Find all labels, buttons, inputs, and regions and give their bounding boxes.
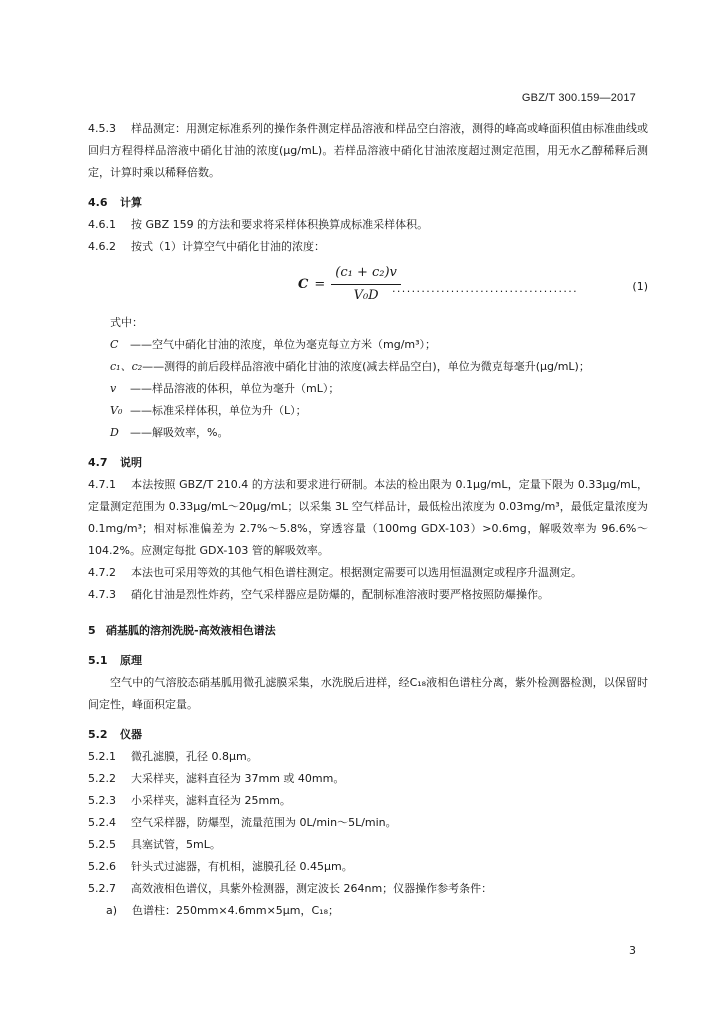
instrument-item [88,812,648,834]
variable-desc: ——测得的前后段样品溶液中硝化甘油的浓度(减去样品空白)，单位为微克每毫升(μg/mL)； [142,360,590,373]
clause-4-5-3 [88,118,648,184]
clause-text: 针头式过滤器，有机相，滤膜孔径 0.45μm。 [131,860,353,873]
section-5-2-heading [88,724,648,746]
clause-number: 5.2.6 [88,860,116,873]
clause-text: 本法按照 GBZ/T 210.4 的方法和要求进行研制。本法的检出限为 0.1μg/mL，定量下限为 0.33μg/mL，定量测定范围为 0.33μg/mL～20μg/mL；以采集 3L 空气样品计，最低检出浓度为 0.03mg/m³，最低定量浓度为 0.1mg/m³；相对标准偏差为 2.7%～5.8%，穿透容量（100mg GDX-103）>0.6mg，解吸效率为 96.6%～104.2%。应测定每批 GDX-103 管的解吸效率。 [88,478,648,557]
instrument-item [88,834,648,856]
instrument-item [88,790,648,812]
where-label: 式中： [110,316,143,329]
variable-desc: ——空气中硝化甘油的浓度，单位为毫克每立方米（mg/m³）； [130,338,437,351]
clause-number: 5.2.3 [88,794,116,807]
chapter-number: 5 [88,624,96,637]
variable-symbol: c₁、c₂ [110,360,143,373]
clause-number: 5.2.5 [88,838,116,851]
section-title: 计算 [120,196,142,209]
variable-desc: ——标准采样体积，单位为升（L）； [130,404,307,417]
list-text: 色谱柱：250mm×4.6mm×5μm，C₁₈； [132,904,339,917]
variable-symbol: v [110,382,117,395]
clause-number: 4.7.2 [88,566,116,579]
variable-row [110,400,648,422]
chapter-5-heading [88,620,648,642]
clause-number: 5.2.2 [88,772,116,785]
section-4-6-heading [88,192,648,214]
formula-lhs: C [298,276,309,292]
variable-symbol: C [110,338,119,351]
section-title: 说明 [120,456,142,469]
instrument-item [88,746,648,768]
variable-row [110,422,648,444]
clause-text: 微孔滤膜，孔径 0.8μm。 [131,750,258,763]
clause-text: 具塞试管，5mL。 [131,838,221,851]
variable-list [110,334,648,444]
clause-number: 4.7.1 [88,478,116,491]
clause-text: 高效液相色谱仪，具紫外检测器，测定波长 264nm；仪器操作参考条件： [131,882,493,895]
section-title: 原理 [120,654,142,667]
formula-1 [88,260,648,312]
section-number: 4.7 [88,456,108,469]
formula-fraction [331,264,401,305]
instrument-item [88,878,648,900]
clause-number: 5.2.1 [88,750,116,763]
formula-numerator: (c₁ + c₂)v [331,264,401,285]
formula-denominator: V₀D [353,288,379,303]
clause-text: 按式（1）计算空气中硝化甘油的浓度： [131,240,325,253]
principle-paragraph: 空气中的气溶胶态硝基胍用微孔滤膜采集，水洗脱后进样，经C₁₈液相色谱柱分离，紫外检测器检测，以保留时间定性，峰面积定量。 [88,676,648,711]
chapter-title: 硝基胍的溶剂洗脱-高效液相色谱法 [106,624,276,637]
section-number: 5.1 [88,654,108,667]
variable-desc: ——解吸效率，%。 [130,426,229,439]
clause-text: 本法也可采用等效的其他气相色谱柱测定。根据测定需要可以选用恒温测定或程序升温测定。 [131,566,582,579]
list-marker: a) [106,904,118,917]
instrument-item [88,768,648,790]
clause-text: 空气采样器，防爆型，流量范围为 0L/min～5L/min。 [131,816,397,829]
variable-row [110,334,648,356]
clause-text: 按 GBZ 159 的方法和要求将采样体积换算成标准采样体积。 [131,218,429,231]
section-number: 4.6 [88,196,108,209]
section-number: 5.2 [88,728,108,741]
clause-4-7-1 [88,474,648,562]
clause-text: 硝化甘油是烈性炸药，空气采样器应是防爆的，配制标准溶液时要严格按照防爆操作。 [131,588,549,601]
variable-symbol: D [110,426,119,439]
variable-symbol: V₀ [110,404,123,417]
clause-number: 5.2.7 [88,882,116,895]
clause-number: 4.7.3 [88,588,116,601]
clause-text: 小采样夹，滤料直径为 25mm。 [131,794,291,807]
variable-desc: ——样品溶液的体积，单位为毫升（mL）； [130,382,340,395]
clause-number: 4.6.1 [88,218,116,231]
variable-row [110,356,648,378]
clause-4-6-1 [88,214,648,236]
formula-leader-dots: ...................................... [392,282,579,295]
clause-text: 大采样夹，滤料直径为 37mm 或 40mm。 [131,772,345,785]
clause-number: 4.5.3 [88,122,116,135]
clause-4-6-2 [88,236,648,258]
page-number: 3 [629,944,636,957]
clause-number: 4.6.2 [88,240,116,253]
formula-equals: = [314,276,326,292]
standard-number-header: GBZ/T 300.159—2017 [521,92,636,104]
formula-number: (1) [632,280,648,293]
section-title: 仪器 [120,728,142,741]
clause-text: 样品测定：用测定标准系列的操作条件测定样品溶液和样品空白溶液，测得的峰高或峰面积值由标准曲线或回归方程得样品溶液中硝化甘油的浓度(μg/mL)。若样品溶液中硝化甘油浓度超过测定范围，用无水乙醇稀释后测定，计算时乘以稀释倍数。 [88,122,648,179]
page-content [88,118,648,922]
section-5-1-heading [88,650,648,672]
clause-4-7-2 [88,562,648,584]
section-4-7-heading [88,452,648,474]
variable-row [110,378,648,400]
concentration-formula [298,264,401,305]
clause-4-7-3 [88,584,648,606]
clause-number: 5.2.4 [88,816,116,829]
condition-item-a [106,900,648,922]
instrument-item [88,856,648,878]
